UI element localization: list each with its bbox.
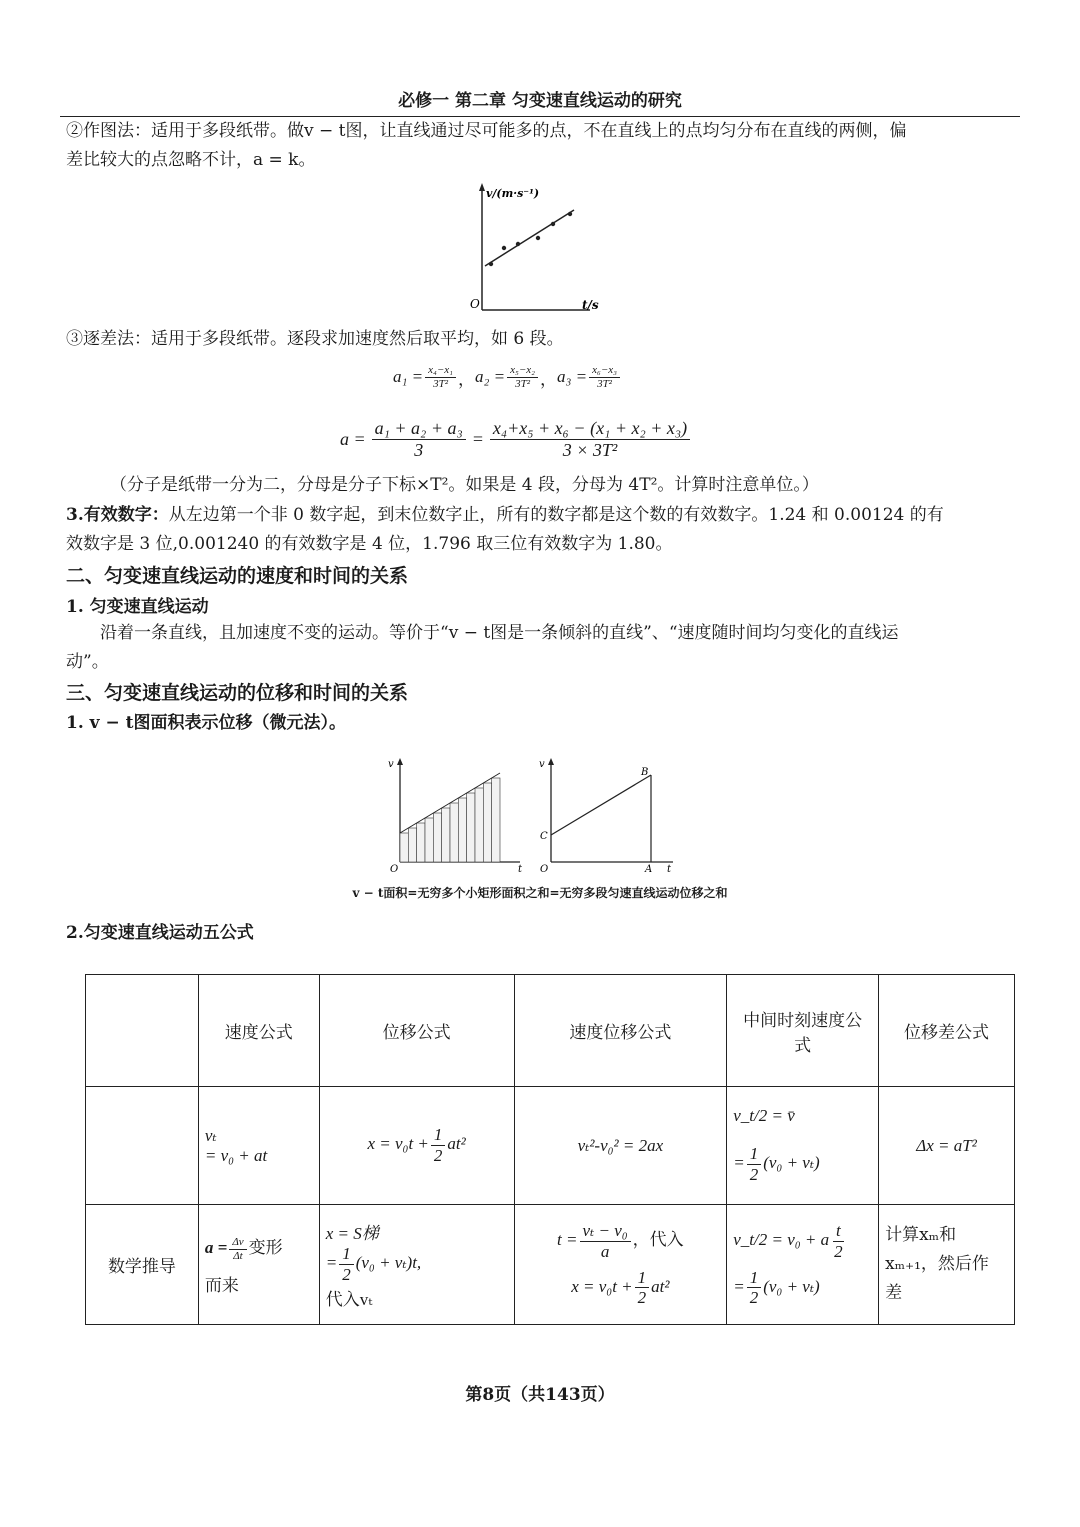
- area-rectangle: [458, 798, 466, 862]
- a2-numerator: x₅−x₂: [507, 364, 538, 378]
- mid-velocity-a: v_t/2 = v̄: [733, 1106, 795, 1126]
- a2-lhs: a₂ =: [474, 367, 506, 387]
- area-rectangle: [408, 828, 416, 862]
- table-row-derivation: [86, 1205, 1015, 1325]
- c3-a-den: a: [600, 1241, 610, 1261]
- mid-velocity-b-den: 2: [749, 1165, 759, 1184]
- page-header-title: 必修一 第二章 匀变速直线运动的研究: [398, 91, 682, 111]
- difference-equations-row: a₁ = $\frac{\text{x₄−x₁}}{\text{3T²}}$ ， a₂ = $\frac{\text{x₅−x₂}}{\text{3T²}}$ ， a₃ = $\frac{\text{x₆−x₃}}{\text{3T²}}$: [393, 364, 622, 390]
- c3-b-lhs: x = v₀t +: [571, 1276, 633, 1296]
- c3-a-lhs: t =: [557, 1230, 578, 1250]
- vt-area-trapezoid-figure: [535, 755, 680, 875]
- table-cell: Δx = aT²: [879, 1087, 1015, 1205]
- graph-method-line1: ②作图法：适用于多段纸带。做v − t图，让直线通过尽可能多的点，不在直线上的点均匀分布在直线的两侧，偏: [66, 121, 907, 141]
- avg-lhs: a =: [340, 428, 366, 449]
- table-header-cell: 速度公式: [198, 975, 319, 1087]
- page-footer: [0, 1380, 1080, 1405]
- avg-equals: =: [471, 428, 484, 449]
- a1-numerator: x₄−x₁: [425, 364, 456, 378]
- area-right-v-label: v: [539, 759, 545, 770]
- graph-method-line2: 差比较大的点忽略不计，a = k。: [66, 150, 316, 170]
- displacement-lhs: x = v₀t +: [367, 1134, 429, 1154]
- c4-b-den: 2: [749, 1288, 759, 1308]
- section3-heading: 三、匀变速直线运动的位移和时间的关系: [66, 682, 409, 704]
- table-cell: [319, 1205, 514, 1325]
- table-header-cell: 速度位移公式: [514, 975, 727, 1087]
- five-formulas-heading: 2.匀变速直线运动五公式: [66, 923, 254, 943]
- avg-numerator-1: a₁ + a₂ + a₃: [372, 418, 466, 440]
- a3-denominator: 3T²: [597, 377, 612, 390]
- table-cell: [319, 1087, 514, 1205]
- sig-figs-line2: 效数字是 3 位,0.001240 的有效数字是 4 位，1.796 取三位有效数字为 1.80。: [66, 534, 673, 554]
- graph-method-paragraph: [66, 117, 1016, 175]
- mid-velocity-b-lhs: =: [733, 1153, 745, 1173]
- c3-b-den: 2: [637, 1288, 647, 1308]
- area-rectangle: [492, 778, 500, 862]
- area-left-t-label: t: [518, 864, 523, 875]
- area-rectangle: [400, 833, 408, 862]
- table-header-cell: 位移差公式: [879, 975, 1015, 1087]
- area-rectangle: [433, 813, 441, 862]
- c1-a-num: Δv: [229, 1236, 246, 1250]
- average-acceleration-equation: [340, 418, 696, 460]
- c2-b-num: 1: [339, 1244, 354, 1265]
- area-right-c-label: C: [540, 831, 548, 842]
- area-right-b-label: B: [641, 767, 649, 778]
- c5-c: 差: [885, 1283, 903, 1303]
- a1-lhs: a₁ =: [393, 367, 424, 387]
- a1-denominator: 3T²: [433, 377, 449, 390]
- c2-b-rhs: (v₀ + vₜ)t,: [355, 1253, 422, 1273]
- table-cell: [727, 1205, 879, 1325]
- section2-paragraph: [66, 619, 1016, 677]
- c4-b-lhs: =: [733, 1276, 745, 1296]
- table-header-cell: 位移公式: [319, 975, 514, 1087]
- area-left-v-label: v: [388, 759, 394, 770]
- sig-figs-label: 3.有效数字：: [66, 505, 169, 525]
- velocity-formula-a: vₜ: [204, 1125, 217, 1145]
- area-rectangle: [450, 803, 458, 862]
- table-cell: [86, 1087, 199, 1205]
- area-left-o-label: O: [390, 864, 399, 875]
- five-formulas-table: [85, 974, 1015, 1325]
- table-header-cell: [86, 975, 199, 1087]
- c1-a-den: Δt: [233, 1249, 243, 1262]
- area-rectangle: [425, 818, 433, 862]
- avg-denominator-2: 3 × 3T²: [562, 439, 618, 460]
- a3-lhs: a₃ =: [556, 367, 588, 387]
- displacement-num: 1: [431, 1125, 446, 1146]
- vt-x-axis-label: t/s: [582, 298, 599, 312]
- area-right-a-label: A: [645, 864, 653, 875]
- table-header-cell: 中间时刻速度公式: [727, 975, 879, 1087]
- area-rectangle: [417, 823, 425, 862]
- c3-b-rhs: at²: [651, 1276, 670, 1296]
- vt-area-rectangles-figure: [382, 755, 527, 875]
- c2-a: x = S梯: [325, 1224, 379, 1244]
- area-right-o-label: O: [540, 864, 549, 875]
- c2-c: 代入vₜ: [325, 1289, 373, 1309]
- c5-b: xₘ₊₁，然后作: [885, 1254, 989, 1274]
- table-cell: [198, 1205, 319, 1325]
- table-cell: [198, 1087, 319, 1205]
- page-header: [60, 86, 1020, 117]
- table-cell: 数学推导: [86, 1205, 199, 1325]
- vt-y-axis-label: v/(m·s⁻¹): [486, 187, 540, 200]
- c2-b-lhs: =: [325, 1253, 338, 1273]
- section3-subheading: 1. v − t图面积表示位移（微元法）。: [66, 713, 346, 733]
- c1-a-lhs: a =: [204, 1238, 228, 1258]
- a3-numerator: x₆−x₃: [589, 364, 620, 378]
- sig-figs-line1: 从左边第一个非 0 数字起，到末位数字止，所有的数字都是这个数的有效数字。1.24 和 0.00124 的有: [168, 505, 944, 525]
- mid-velocity-b-num: 1: [747, 1144, 762, 1165]
- difference-method-note: （分子是纸带一分为二，分母是分子下标×T²。如果是 4 段，分母为 4T²。计算时注意单位。）: [110, 475, 819, 495]
- a2-denominator: 3T²: [515, 377, 530, 390]
- page-number: 第8页（共143页）: [465, 1385, 615, 1405]
- vt-scatter-figure: [460, 180, 620, 318]
- area-rectangle: [467, 793, 475, 862]
- c5-a: 计算xₘ和: [885, 1225, 957, 1245]
- c4-a-lhs: v_t/2 = v₀ + a: [733, 1230, 830, 1250]
- avg-denominator-1: 3: [414, 439, 424, 460]
- c4-b-rhs: (v₀ + vₜ): [763, 1276, 820, 1296]
- c3-a-rhs: ，代入: [632, 1230, 684, 1250]
- table-row-formulas: [86, 1087, 1015, 1205]
- vt-origin-label: O: [470, 297, 480, 311]
- c4-b-num: 1: [747, 1268, 762, 1289]
- table-cell: [514, 1205, 727, 1325]
- displacement-den: 2: [433, 1146, 443, 1165]
- c1-a-rhs: 变形: [248, 1238, 283, 1258]
- sig-figs-paragraph: [66, 501, 1016, 559]
- difference-method-text: ③逐差法：适用于多段纸带。逐段求加速度然后取平均，如 6 段。: [66, 329, 564, 349]
- table-header-row: [86, 975, 1015, 1087]
- section2-line1: 沿着一条直线，且加速度不变的运动。等价于“v − t图是一条倾斜的直线”、“速度随时间均匀变化的直线运: [100, 623, 899, 643]
- area-right-t-label: t: [667, 864, 672, 875]
- area-figure-caption: v − t面积=无穷多个小矩形面积之和=无穷多段匀速直线运动位移之和: [352, 886, 728, 900]
- table-cell: vₜ²-v₀² = 2ax: [514, 1087, 727, 1205]
- section2-subheading: 1. 匀变速直线运动: [66, 597, 209, 617]
- area-rectangle: [475, 788, 483, 862]
- section2-line2: 动”。: [66, 652, 109, 672]
- table-cell: [879, 1205, 1015, 1325]
- c1-b: 而来: [204, 1275, 239, 1296]
- mid-velocity-b-rhs: (v₀ + vₜ): [763, 1153, 820, 1173]
- area-rectangle: [442, 808, 450, 862]
- displacement-rhs: at²: [447, 1134, 466, 1154]
- c3-a-num: vₜ − v₀: [580, 1221, 631, 1242]
- c2-b-den: 2: [342, 1265, 351, 1284]
- section2-heading: 二、匀变速直线运动的速度和时间的关系: [66, 565, 409, 587]
- c4-a-num: t: [833, 1221, 844, 1242]
- c4-a-den: 2: [834, 1241, 843, 1261]
- area-rectangle: [483, 783, 491, 862]
- c3-b-num: 1: [635, 1268, 650, 1289]
- table-cell: [727, 1087, 879, 1205]
- avg-numerator-2: x₄+x₅ + x₆ − (x₁ + x₂ + x₃): [490, 418, 690, 440]
- velocity-formula-b: = v₀ + at: [204, 1145, 268, 1165]
